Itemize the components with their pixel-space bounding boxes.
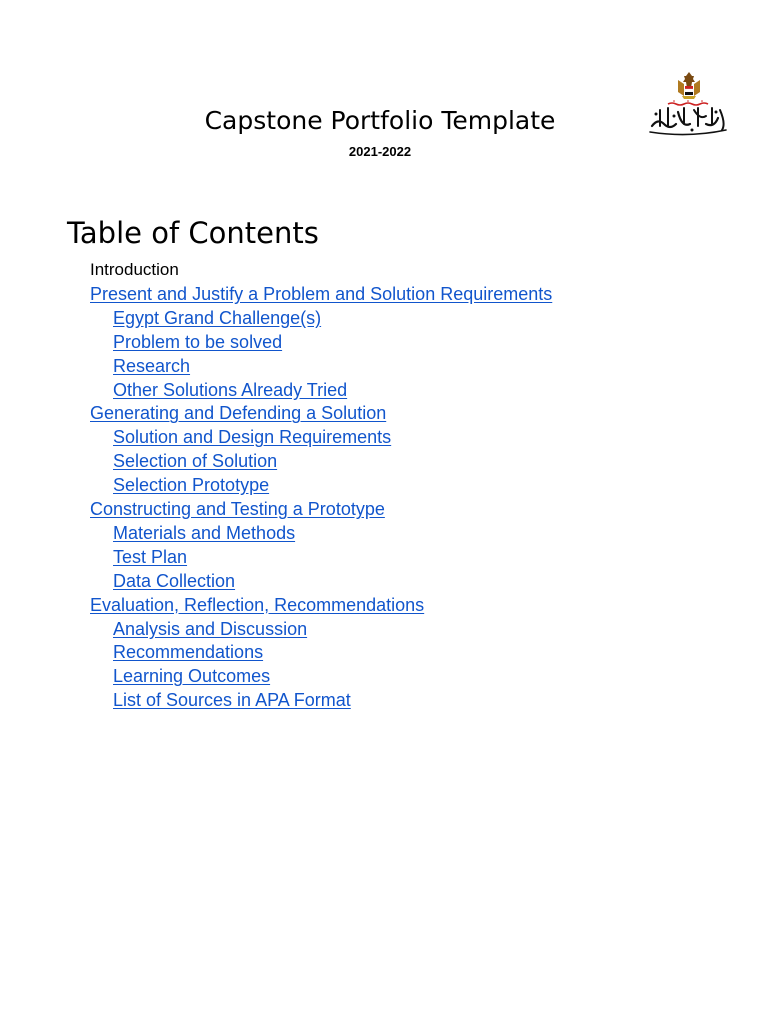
- toc-entry-other-solutions-already-tried[interactable]: Other Solutions Already Tried: [113, 379, 348, 400]
- toc-entry-recommendations[interactable]: Recommendations: [113, 642, 264, 663]
- toc-entry-solution-and-design-requirements[interactable]: Solution and Design Requirements: [113, 427, 392, 448]
- egypt-eagle-emblem-icon: [678, 72, 700, 99]
- toc-entry-list-of-sources-in-apa-format[interactable]: List of Sources in APA Format: [113, 690, 351, 711]
- toc-entry-constructing-and-testing-a-prototype[interactable]: Constructing and Testing a Prototype: [90, 499, 385, 519]
- toc-entry-data-collection[interactable]: Data Collection: [113, 570, 236, 591]
- ministry-logo: [648, 68, 730, 140]
- toc-entry-materials-and-methods[interactable]: Materials and Methods: [113, 522, 296, 543]
- toc-entry-test-plan[interactable]: Test Plan: [113, 546, 188, 567]
- document-title: Capstone Portfolio Template: [204, 106, 556, 135]
- toc-entry-evaluation-reflection-recommendations[interactable]: Evaluation, Reflection, Recommendations: [90, 594, 425, 615]
- arabic-text-line1: [668, 100, 708, 105]
- toc-entry-selection-prototype[interactable]: Selection Prototype: [113, 475, 270, 496]
- toc-entry-problem-to-be-solved[interactable]: Problem to be solved: [113, 331, 283, 352]
- toc-entry-introduction: Introduction: [90, 260, 179, 279]
- toc-entry-generating-and-defending-a-solution[interactable]: Generating and Defending a Solution: [90, 403, 387, 424]
- toc-entry-selection-of-solution[interactable]: Selection of Solution: [113, 451, 278, 472]
- toc-entry-present-and-justify-a-problem-and-solution-requirements[interactable]: Present and Justify a Problem and Solution Requirements: [90, 283, 553, 304]
- toc-entry-egypt-grand-challenge-s[interactable]: Egypt Grand Challenge(s): [113, 307, 322, 328]
- toc-entry-learning-outcomes[interactable]: Learning Outcomes: [113, 666, 271, 687]
- document-year: 2021-2022: [348, 144, 412, 159]
- arabic-text-line2: [650, 108, 726, 135]
- toc-entry-research[interactable]: Research: [113, 355, 191, 376]
- toc-heading: Table of Contents: [67, 216, 319, 250]
- toc-entry-analysis-and-discussion[interactable]: Analysis and Discussion: [113, 618, 308, 639]
